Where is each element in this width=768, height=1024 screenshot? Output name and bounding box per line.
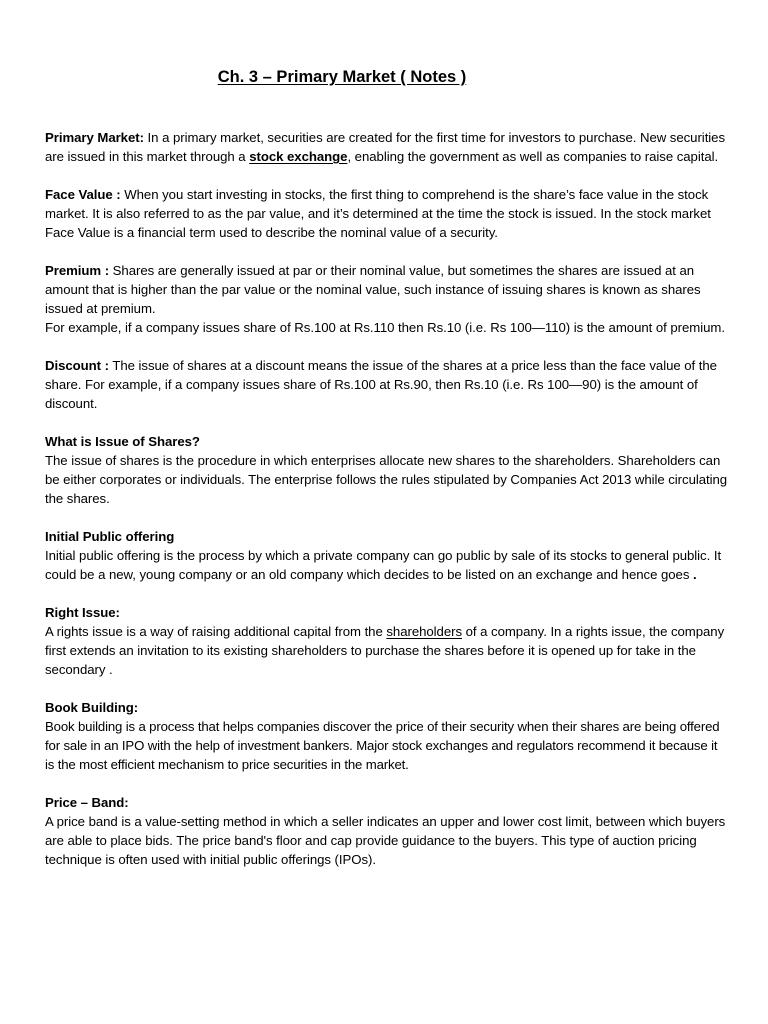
section-price-band (45, 793, 729, 869)
face-value-paragraph (45, 185, 729, 242)
section-right-issue (45, 603, 729, 679)
section-ipo (45, 527, 729, 584)
ipo-text: Initial public offering is the process by which a private company can go public by sale of its stocks to general public. It could be a new, young company or an old company which decides to be listed on an exchange and hence goes (45, 548, 722, 582)
shareholders-link[interactable]: shareholders (386, 624, 463, 639)
price-band-text: A price band is a value-setting method in which a seller indicates an upper and lower cost limit, between which buyers are able to place bids. The price band's floor and cap provide guidance to the buyers. This type of auction pricing technique is often used with initial public offerings (IPOs). (45, 814, 726, 867)
book-building-text: Book building is a process that helps companies discover the price of their security when their shares are being offered for sale in an IPO with the help of investment bankers. Major stock exchanges and regulators recommend it because it is the most efficient mechanism to price securities in the market. (45, 719, 720, 772)
section-face-value (45, 185, 729, 242)
discount-paragraph (45, 356, 729, 413)
ipo-trailing: . (692, 567, 697, 582)
section-premium (45, 261, 729, 337)
right-issue-heading: Right Issue: (45, 605, 120, 620)
premium-example: For example, if a company issues share of Rs.100 at Rs.110 then Rs.10 (i.e. Rs 100—110) is the amount of premium. (45, 320, 725, 335)
price-band-heading: Price – Band: (45, 795, 129, 810)
document-title: Ch. 3 – Primary Market ( Notes ) (217, 68, 467, 86)
discount-text: The issue of shares at a discount means the issue of the shares at a price less than the face value of the share. For example, if a company issues share of Rs.100 at Rs.90, then Rs.10 (i.e. Rs 100—90) is the amount of discount. (45, 358, 717, 411)
document-body (45, 128, 729, 888)
section-book-building (45, 698, 729, 774)
premium-label: Premium : (45, 263, 110, 278)
stock-exchange-link[interactable]: stock exchange (249, 149, 348, 164)
discount-label: Discount : (45, 358, 109, 373)
section-primary-market (45, 128, 729, 166)
face-value-label: Face Value : (45, 187, 121, 202)
section-discount (45, 356, 729, 413)
primary-market-text-after: , enabling the government as well as companies to raise capital. (347, 149, 719, 164)
premium-paragraph (45, 261, 729, 318)
primary-market-label: Primary Market: (45, 130, 144, 145)
premium-text: Shares are generally issued at par or their nominal value, but sometimes the shares are issued at an amount that is higher than the par value or the nominal value, such instance of issuing shares is known as shares issued at premium. (45, 263, 701, 316)
right-issue-text-after: of a company. In a rights issue, the company first extends an invitation to its existing shareholders to purchase the shares before it is opened up for take in the secondary . (45, 624, 725, 677)
primary-market-paragraph (45, 128, 729, 166)
issue-of-shares-heading: What is Issue of Shares? (45, 434, 200, 449)
right-issue-text-before: A rights issue is a way of raising additional capital from the (45, 624, 387, 639)
section-issue-of-shares (45, 432, 729, 508)
ipo-paragraph (45, 546, 729, 584)
ipo-heading: Initial Public offering (45, 529, 175, 544)
book-building-heading: Book Building: (45, 700, 139, 715)
face-value-text: When you start investing in stocks, the first thing to comprehend is the share’s face value in the stock market. It is also referred to as the par value, and it’s determined at the time the stock is issued. In the stock market Face Value is a financial term used to describe the nominal value of a security. (45, 187, 711, 240)
right-issue-paragraph (45, 622, 729, 679)
primary-market-text-before: In a primary market, securities are created for the first time for investors to purchase. New securities are issued in this market through a (45, 130, 726, 164)
issue-of-shares-text: The issue of shares is the procedure in which enterprises allocate new shares to the shareholders. Shareholders can be either corporates or individuals. The enterprise follows the rules stipulated by Companies Act 2013 while circulating the shares. (45, 453, 728, 506)
